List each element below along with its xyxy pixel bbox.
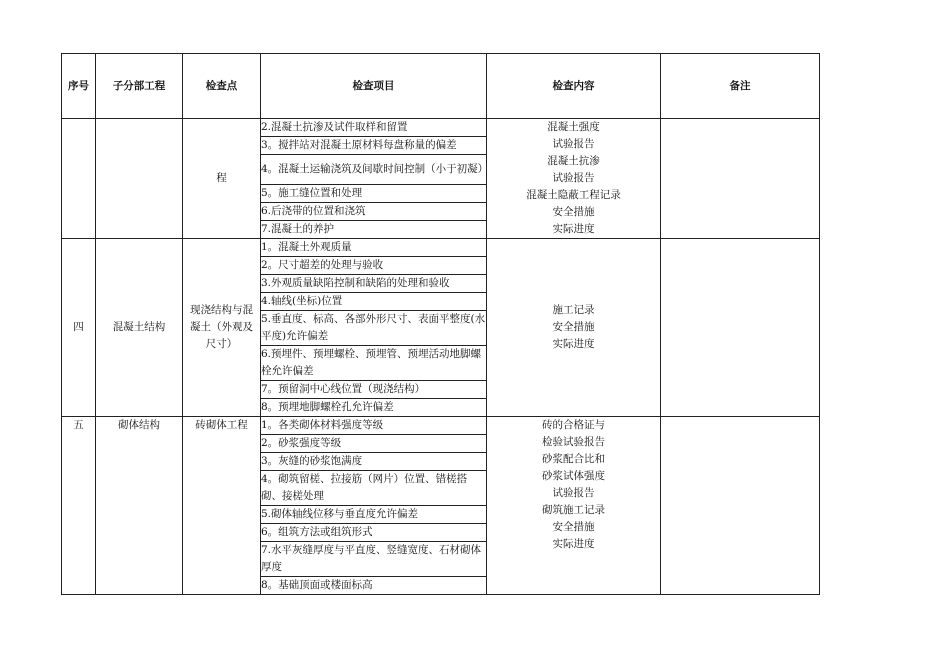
check-item: 2。尺寸超差的处理与验收 bbox=[261, 257, 487, 275]
table-row bbox=[62, 119, 820, 137]
content-line: 实际进度 bbox=[552, 338, 595, 350]
check-item: 3。搅拌站对混凝土原材料每盘称量的偏差 bbox=[261, 137, 487, 155]
table-row bbox=[62, 239, 820, 257]
table-row bbox=[62, 417, 820, 435]
content-line: 混凝土强度 bbox=[547, 121, 600, 133]
section-check-point: 程 bbox=[183, 119, 261, 239]
content-line: 砂浆试体强度 bbox=[542, 470, 605, 482]
header-check-point: 检查点 bbox=[183, 54, 261, 119]
section-subsection: 混凝土结构 bbox=[96, 239, 183, 417]
content-line: 混凝土抗渗 bbox=[547, 155, 600, 167]
header-remarks: 备注 bbox=[661, 54, 820, 119]
section-subsection: 砌体结构 bbox=[96, 417, 183, 595]
section-remarks bbox=[661, 119, 820, 239]
content-line: 混凝土隐蔽工程记录 bbox=[526, 189, 621, 201]
section-check-content bbox=[487, 239, 661, 417]
header-check-items: 检查项目 bbox=[261, 54, 487, 119]
check-item: 5。施工缝位置和处理 bbox=[261, 185, 487, 203]
check-item: 5.垂直度、标高、各部外形尺寸、表面平整度(水平度)允许偏差 bbox=[261, 311, 487, 346]
section-remarks bbox=[661, 417, 820, 595]
section-subsection bbox=[96, 119, 183, 239]
check-item: 6.后浇带的位置和浇筑 bbox=[261, 203, 487, 221]
content-line: 砌筑施工记录 bbox=[542, 504, 605, 516]
content-line: 实际进度 bbox=[552, 223, 595, 235]
section-check-point: 现浇结构与混凝土（外观及尺寸） bbox=[183, 239, 261, 417]
section-no bbox=[62, 119, 96, 239]
check-item: 4。砌筑留槎、拉接筋（网片）位置、错槎搭砌、接槎处理 bbox=[261, 471, 487, 506]
check-item: 2.混凝土抗渗及试件取样和留置 bbox=[261, 119, 487, 137]
section-remarks bbox=[661, 239, 820, 417]
check-item: 4。混凝土运输浇筑及间歇时间控制（小于初凝） bbox=[261, 155, 487, 185]
check-item: 7.混凝土的养护 bbox=[261, 221, 487, 239]
content-line: 实际进度 bbox=[552, 538, 595, 550]
check-item: 4.轴线(坐标)位置 bbox=[261, 293, 487, 311]
check-item: 3。灰缝的砂浆饱满度 bbox=[261, 453, 487, 471]
section-check-content bbox=[487, 119, 661, 239]
header-no: 序号 bbox=[62, 54, 96, 119]
check-item: 2。砂浆强度等级 bbox=[261, 435, 487, 453]
content-line: 安全措施 bbox=[552, 321, 595, 333]
content-line: 试验报告 bbox=[552, 172, 595, 184]
check-item: 8。预埋地脚螺栓孔允许偏差 bbox=[261, 399, 487, 417]
section-no: 四 bbox=[62, 239, 96, 417]
content-line: 试验报告 bbox=[552, 487, 595, 499]
check-item: 3.外观质量缺陷控制和缺陷的处理和验收 bbox=[261, 275, 487, 293]
check-item: 6。组筑方法或组筑形式 bbox=[261, 524, 487, 542]
section-no: 五 bbox=[62, 417, 96, 595]
header-subsection: 子分部工程 bbox=[96, 54, 183, 119]
check-item: 5.砌体轴线位移与垂直度允许偏差 bbox=[261, 506, 487, 524]
content-line: 试验报告 bbox=[552, 138, 595, 150]
content-line: 安全措施 bbox=[552, 521, 595, 533]
content-line: 安全措施 bbox=[552, 206, 595, 218]
check-item: 7。预留洞中心线位置（现浇结构） bbox=[261, 381, 487, 399]
inspection-table bbox=[61, 53, 820, 595]
check-item: 7.水平灰缝厚度与平直度、竖缝宽度、石材砌体厚度 bbox=[261, 542, 487, 577]
header-row bbox=[62, 54, 820, 119]
check-item: 6.预埋件、预埋螺栓、预埋管、预埋活动地脚螺栓允许偏差 bbox=[261, 346, 487, 381]
content-line: 砂浆配合比和 bbox=[542, 453, 605, 465]
content-line: 施工记录 bbox=[552, 304, 595, 316]
header-check-content: 检查内容 bbox=[487, 54, 661, 119]
check-item: 1。各类砌体材料强度等级 bbox=[261, 417, 487, 435]
check-item: 8。基础顶面或楼面标高 bbox=[261, 577, 487, 595]
section-check-content bbox=[487, 417, 661, 595]
content-line: 检验试验报告 bbox=[542, 436, 605, 448]
section-check-point: 砖砌体工程 bbox=[183, 417, 261, 595]
content-line: 砖的合格证与 bbox=[542, 419, 605, 431]
check-item: 1。混凝土外观质量 bbox=[261, 239, 487, 257]
